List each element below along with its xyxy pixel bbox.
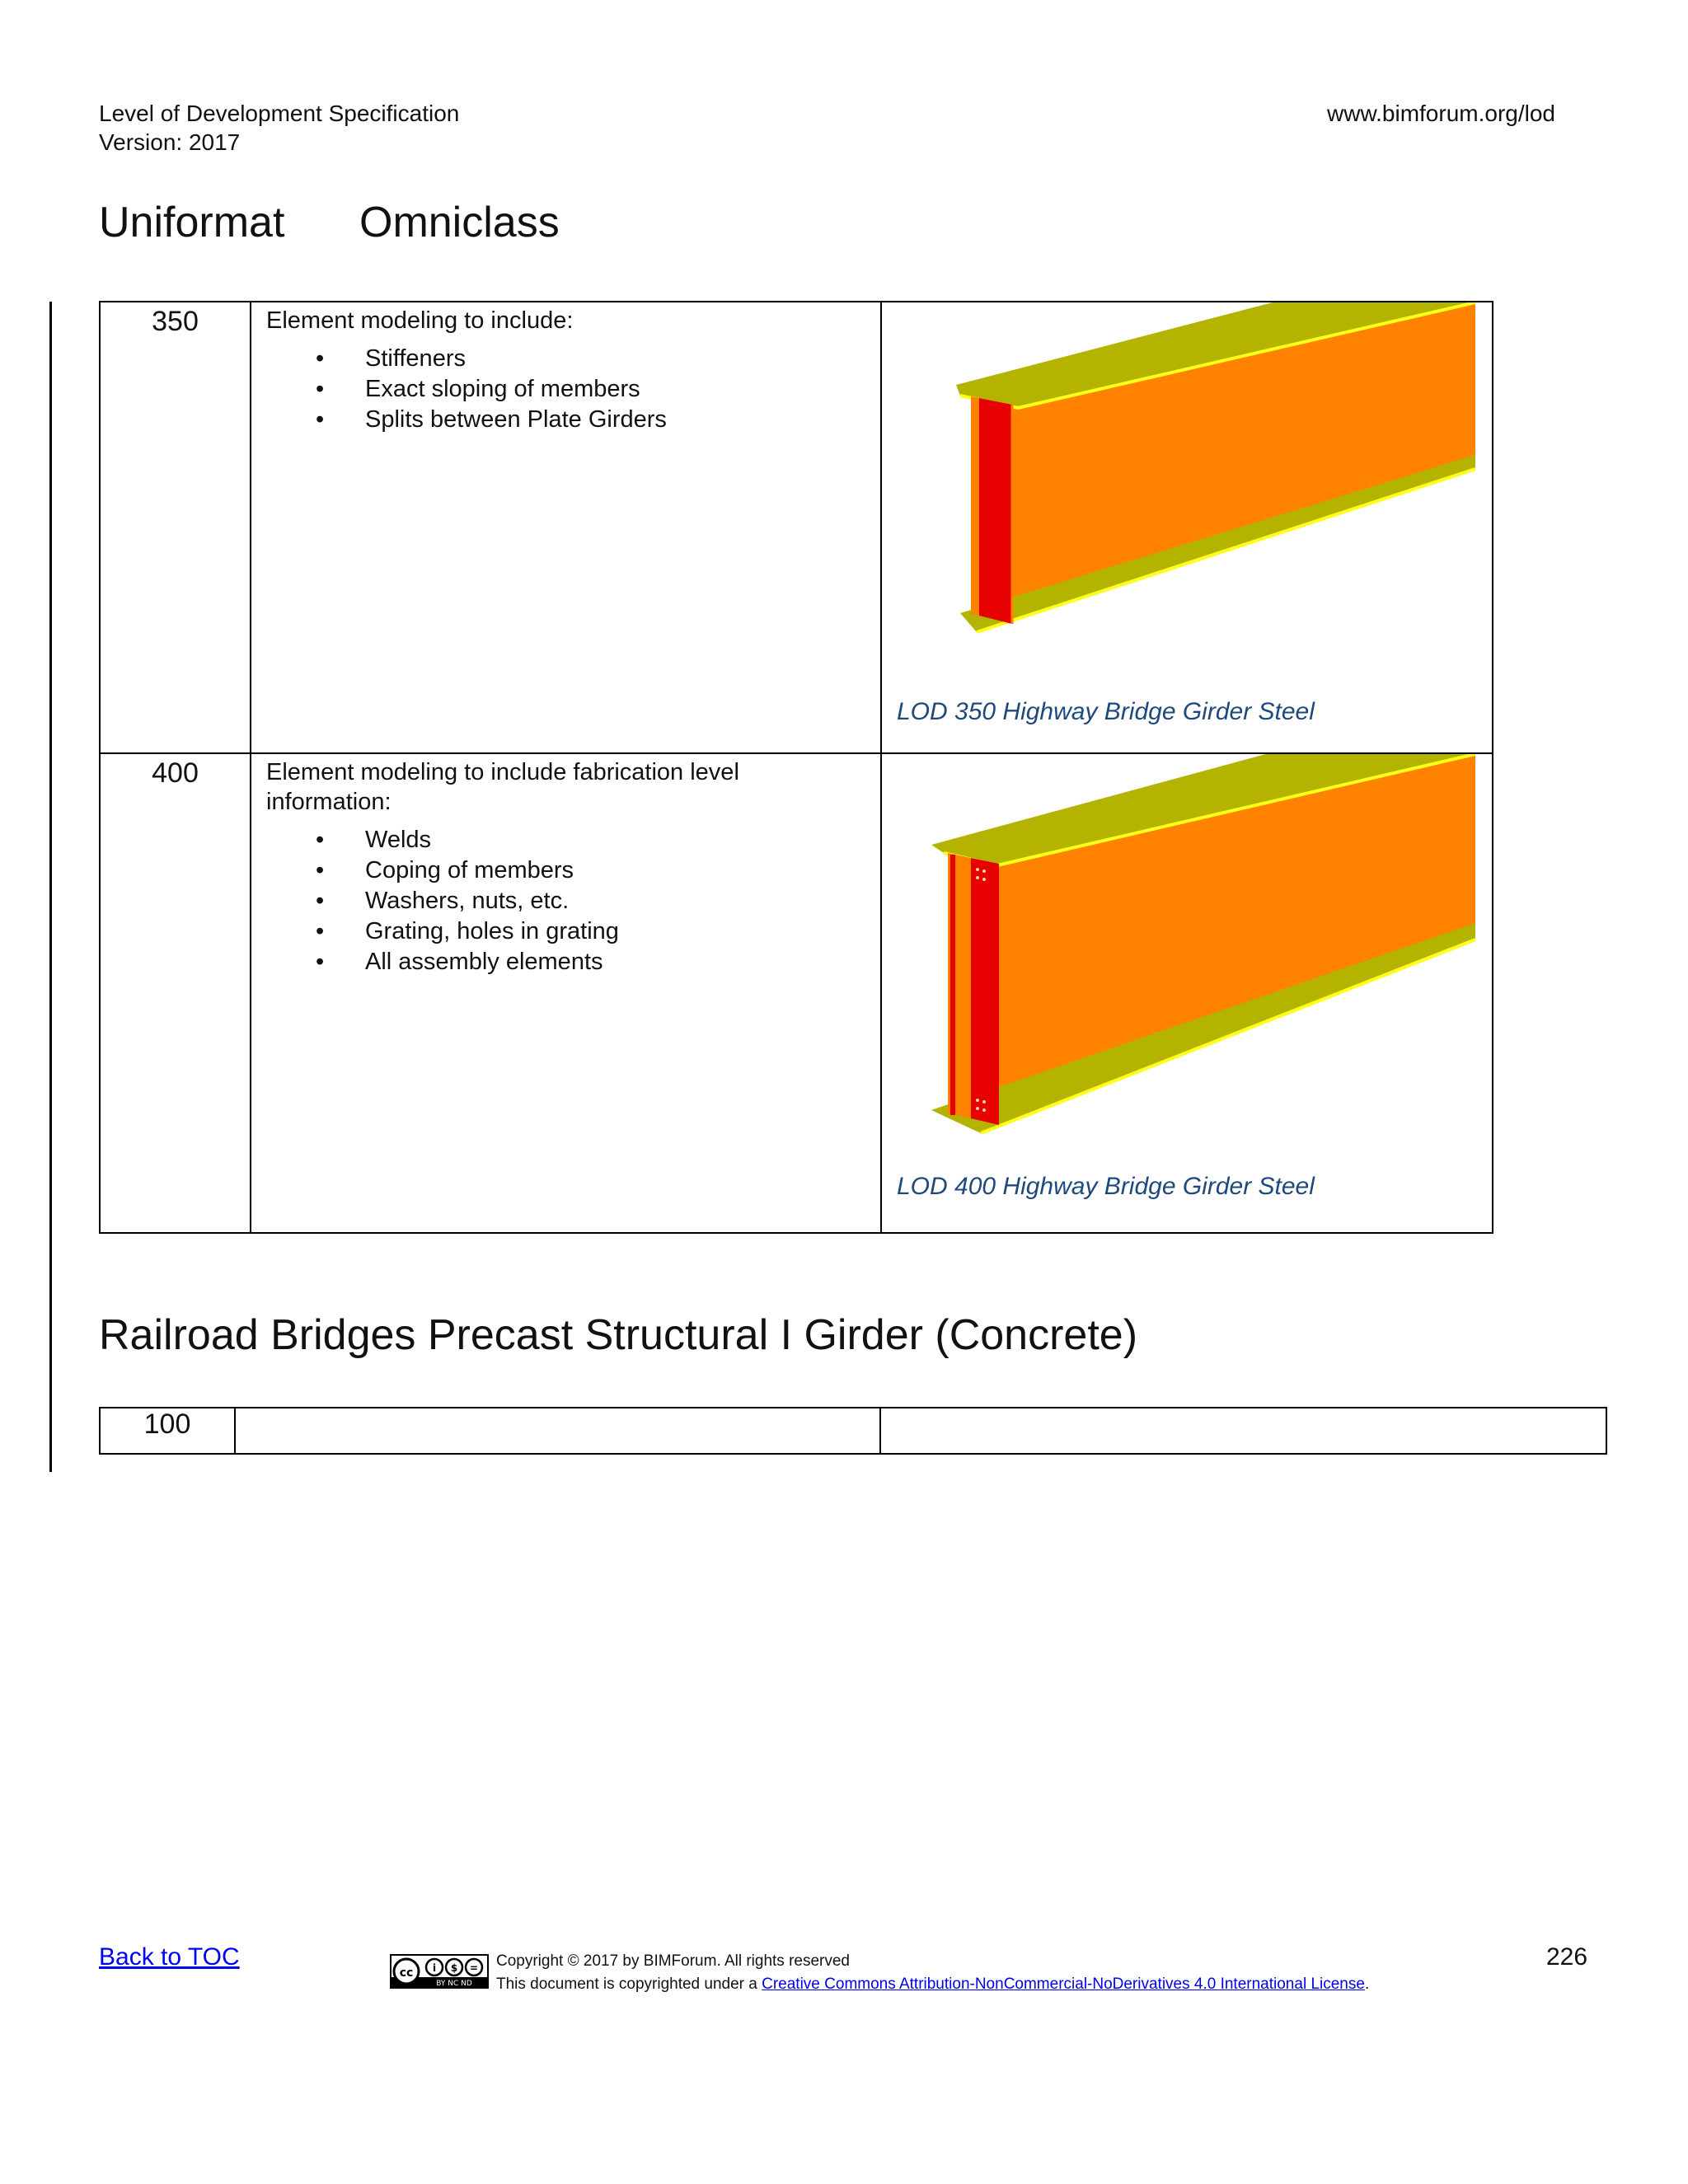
lod-image-cell (880, 1408, 1606, 1454)
omniclass-heading: Omniclass (359, 199, 560, 246)
lod-level: 400 (100, 753, 251, 1233)
document-title: Level of Development Specification (99, 101, 460, 126)
lod-description (251, 302, 881, 753)
description-intro: Element modeling to include: (266, 307, 574, 334)
license-prefix: This document is copyrighted under a (496, 1975, 762, 1993)
image-caption: LOD 350 Highway Bridge Girder Steel (897, 698, 1315, 725)
page-number: 226 (1546, 1943, 1588, 1971)
svg-text:cc: cc (399, 1966, 414, 1980)
girder-350-image (882, 302, 1493, 754)
lod-level: 100 (100, 1408, 235, 1454)
lod-table (99, 301, 1493, 1234)
list-item: • Washers, nuts, etc. (266, 886, 865, 916)
cc-license-icon (392, 1956, 487, 1987)
description-intro: Element modeling to include fabrication level information: (266, 759, 739, 815)
lod-image-cell (881, 753, 1493, 1233)
lod-image-cell (881, 302, 1493, 753)
change-bar (49, 302, 52, 1472)
document-version: Version: 2017 (99, 129, 241, 155)
lod-level: 350 (100, 302, 251, 753)
license-notice (496, 1973, 1369, 1996)
table-row (100, 302, 1493, 753)
requirement-list (266, 344, 865, 435)
girder-400-image (882, 754, 1493, 1234)
license-link[interactable]: Creative Commons Attribution-NonCommercial-NoDerivatives 4.0 International License (762, 1975, 1365, 1993)
table-row (100, 1408, 1606, 1454)
railroad-section-title: Railroad Bridges Precast Structural I Girder (Concrete) (99, 1311, 1138, 1359)
svg-text:BY NC ND: BY NC ND (436, 1980, 472, 1987)
uniformat-heading: Uniformat (99, 199, 285, 246)
image-caption: LOD 400 Highway Bridge Girder Steel (897, 1173, 1315, 1200)
header-url: www.bimforum.org/lod (1327, 101, 1555, 126)
list-item: • Grating, holes in grating (266, 916, 865, 947)
license-suffix: . (1364, 1975, 1370, 1993)
svg-text:$: $ (450, 1962, 458, 1974)
list-item: • Welds (266, 825, 865, 855)
requirement-list (266, 825, 865, 977)
table-row (100, 753, 1493, 1233)
lod-description (251, 753, 881, 1233)
railroad-lod-table (99, 1407, 1607, 1455)
girder-stiffener (979, 398, 1012, 624)
list-item: • Stiffeners (266, 344, 865, 374)
list-item: • Coping of members (266, 855, 865, 886)
svg-text:i: i (432, 1962, 437, 1974)
back-to-toc-link[interactable]: Back to TOC (99, 1943, 240, 1971)
list-item: • All assembly elements (266, 947, 865, 977)
svg-text:=: = (469, 1962, 479, 1974)
list-item: • Exact sloping of members (266, 374, 865, 405)
cc-license-badge (390, 1954, 489, 1989)
lod-description (235, 1408, 880, 1454)
girder-stiffener (971, 858, 999, 1125)
list-item: • Splits between Plate Girders (266, 405, 865, 435)
copyright-notice: Copyright © 2017 by BIMForum. All rights reserved (496, 1952, 851, 1970)
